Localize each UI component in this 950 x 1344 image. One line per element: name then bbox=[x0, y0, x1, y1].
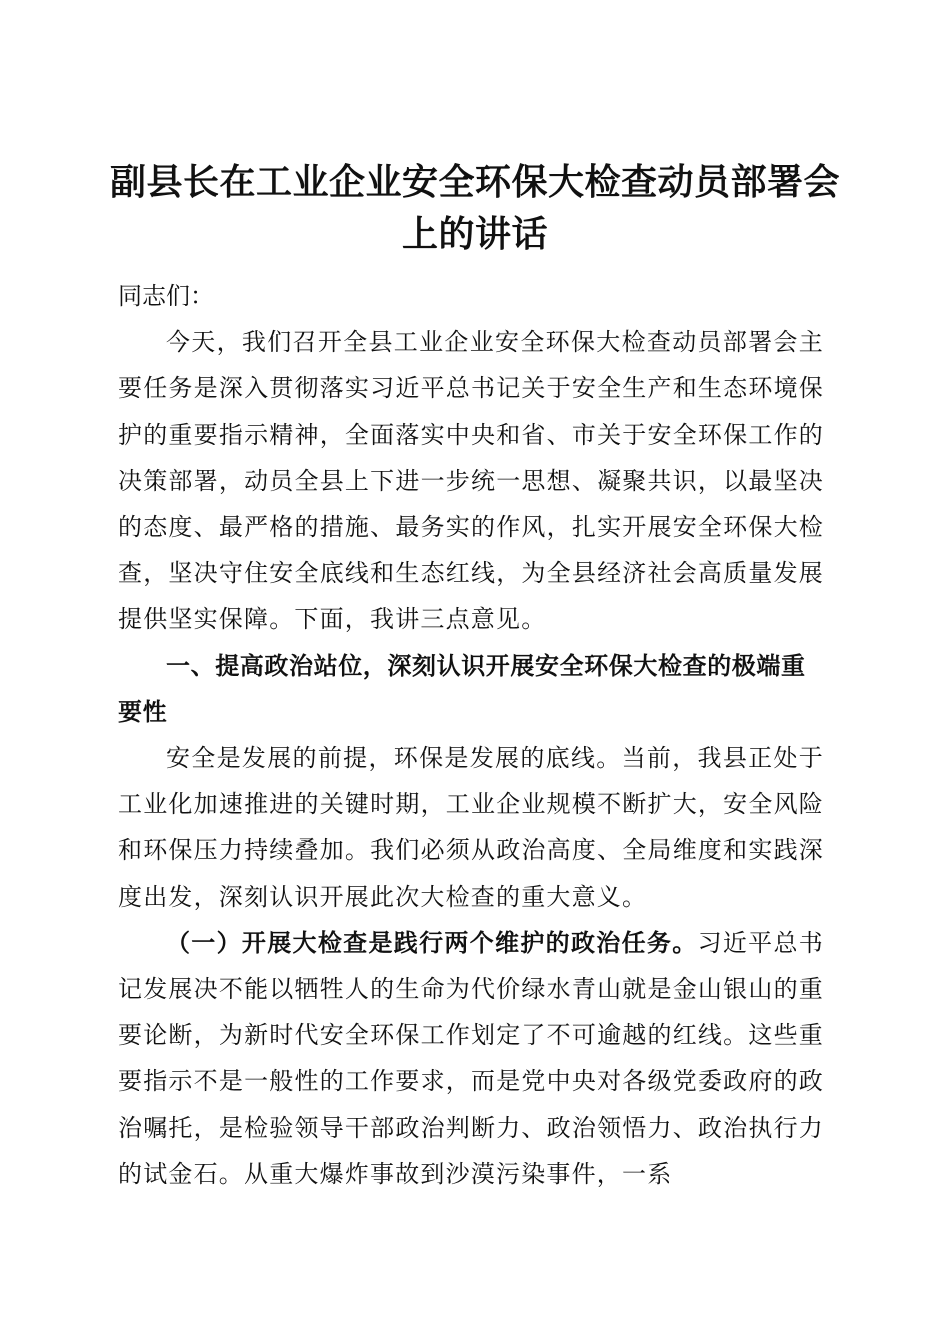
point-1-text: 习近平总书记发展决不能以牺牲人的生命为代价绿水青山就是金山银山的重要论断，为新时代安全环保工作划定了不可逾越的红线。这些重要指示不是一般性的工作要求，而是党中央对各级党委政府的政治嘱托，是检验领导干部政治判断力、政治领悟力、政治执行力的试金石。从重大爆炸事故到沙漠污染事件，一系 bbox=[118, 928, 825, 1188]
point-1-paragraph bbox=[118, 920, 824, 1197]
section-1-heading: 一、提高政治站位，深刻认识开展安全环保大检查的极端重要性 bbox=[118, 651, 806, 726]
section-1-intro-paragraph: 安全是发展的前提，环保是发展的底线。当前，我县正处于工业化加速推进的关键时期，工业企业规模不断扩大，安全风险和环保压力持续叠加。我们必须从政治高度、全局维度和实践深度出发，深刻认识开展此次大检查的重大意义。 bbox=[118, 744, 824, 911]
title-line-2: 上的讲话 bbox=[401, 213, 548, 256]
title-line-1: 副县长在工业企业安全环保大检查动员部署会 bbox=[110, 161, 841, 204]
point-1-lead: （一）开展大检查是践行两个维护的政治任务。 bbox=[166, 927, 698, 957]
document-body bbox=[118, 273, 824, 1197]
opening-paragraph: 今天，我们召开全县工业企业安全环保大检查动员部署会主要任务是深入贯彻落实习近平总书记关于安全生产和生态环境保护的重要指示精神，全面落实中央和省、市关于安全环保工作的决策部署，动员全县上下进一步统一思想、凝聚共识，以最坚决的态度、最严格的措施、最务实的作风，扎实开展安全环保大检查，坚决守住安全底线和生态红线，为全县经济社会高质量发展提供坚实保障。下面，我讲三点意见。 bbox=[118, 328, 824, 634]
salutation: 同志们： bbox=[118, 282, 214, 310]
document-title bbox=[110, 156, 840, 260]
